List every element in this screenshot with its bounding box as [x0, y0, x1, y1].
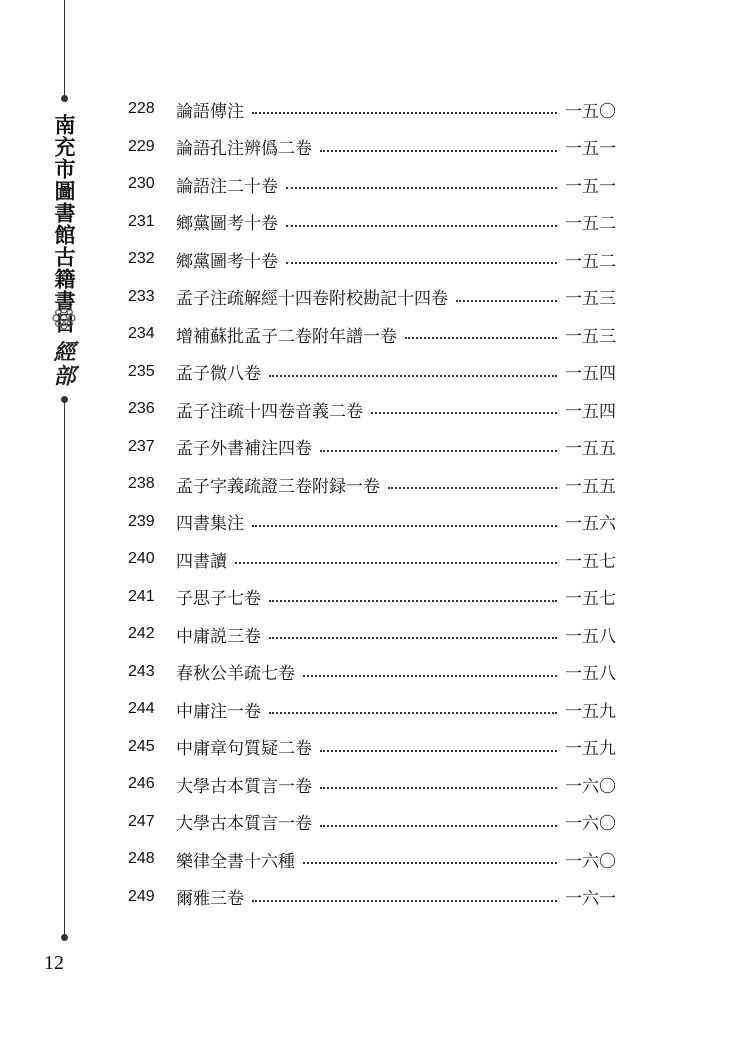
entry-page: 一六一	[565, 889, 616, 909]
entry-title: 鄉黨圖考十卷	[176, 214, 278, 234]
entry-number: 249	[128, 887, 155, 905]
margin-dot	[61, 95, 68, 102]
toc-entry	[128, 168, 616, 200]
entry-page: 一五五	[565, 439, 616, 459]
entry-page: 一五九	[565, 739, 616, 759]
entry-title: 孟子外書補注四卷	[176, 439, 312, 459]
toc-entry	[128, 768, 616, 800]
entry-number: 246	[128, 775, 155, 792]
dot-leader	[286, 185, 557, 189]
entry-title: 子思子七卷	[176, 589, 261, 609]
dot-leader	[286, 223, 557, 227]
entry-page: 一五五	[565, 476, 616, 497]
toc-entry	[128, 543, 616, 575]
entry-page: 一五三	[565, 289, 616, 309]
entry-number: 245	[128, 737, 155, 755]
entry-page: 一六〇	[565, 814, 616, 834]
entry-page: 一五六	[565, 514, 616, 534]
dot-leader	[286, 260, 557, 264]
entry-number: 247	[128, 812, 155, 830]
toc-entry	[128, 506, 616, 538]
entry-number: 235	[128, 362, 155, 380]
entry-title: 孟子注疏解經十四卷附校勘記十四卷	[176, 289, 448, 309]
entry-number: 232	[128, 250, 155, 267]
entry-title: 孟子注疏十四卷音義二卷	[176, 401, 363, 422]
toc-entry	[128, 581, 616, 613]
entry-page: 一五二	[565, 214, 616, 234]
entry-number: 228	[128, 100, 155, 117]
entry-title: 鄉黨圖考十卷	[176, 251, 278, 272]
entry-title: 大學古本質言一卷	[176, 776, 312, 797]
toc-entry	[128, 93, 616, 125]
dot-leader	[371, 410, 557, 414]
entry-page: 一五八	[565, 664, 616, 684]
entry-title: 中庸章句質疑二卷	[176, 739, 312, 759]
margin-dot	[61, 934, 68, 941]
entry-title: 樂律全書十六種	[176, 851, 295, 872]
entry-title: 增補蘇批孟子二卷附年譜一卷	[176, 326, 397, 347]
entry-number: 244	[128, 700, 155, 717]
entry-page: 一五七	[565, 551, 616, 572]
toc-entry	[128, 356, 616, 388]
dot-leader	[235, 560, 557, 564]
toc-entry	[128, 468, 616, 500]
dot-leader	[252, 523, 557, 527]
toc-entry	[128, 431, 616, 463]
entry-page: 一五七	[565, 589, 616, 609]
entry-page: 一五二	[565, 251, 616, 272]
dot-leader	[269, 635, 557, 639]
dot-leader	[456, 298, 557, 302]
toc-entry	[128, 393, 616, 425]
entry-number: 243	[128, 662, 155, 680]
entry-number: 238	[128, 475, 155, 492]
entry-title: 四書集注	[176, 514, 244, 534]
entry-page: 一五〇	[565, 101, 616, 122]
dot-leader	[320, 448, 557, 452]
dot-leader	[320, 148, 557, 152]
toc-entry	[128, 693, 616, 725]
toc-entry	[128, 881, 616, 913]
toc-entry	[128, 618, 616, 650]
dot-leader	[388, 485, 557, 489]
entry-number: 233	[128, 287, 155, 305]
flower-ornament-icon	[50, 304, 78, 332]
toc-entry	[128, 318, 616, 350]
entry-page: 一六〇	[565, 776, 616, 797]
entry-title: 論語傳注	[176, 101, 244, 122]
margin-rule-top	[64, 0, 65, 96]
dot-leader	[269, 598, 557, 602]
dot-leader	[303, 673, 557, 677]
toc-entry	[128, 206, 616, 238]
entry-page: 一五四	[565, 401, 616, 422]
entry-number: 234	[128, 325, 155, 342]
toc-entry	[128, 731, 616, 763]
entry-title: 春秋公羊疏七卷	[176, 664, 295, 684]
entry-page: 一五三	[565, 326, 616, 347]
dot-leader	[320, 748, 557, 752]
entry-title: 大學古本質言一卷	[176, 814, 312, 834]
dot-leader	[269, 373, 557, 377]
entry-number: 229	[128, 137, 155, 155]
entry-number: 239	[128, 512, 155, 530]
toc-entry	[128, 243, 616, 275]
entry-number: 230	[128, 175, 155, 192]
toc-entry	[128, 131, 616, 163]
toc-entry	[128, 843, 616, 875]
entry-number: 241	[128, 587, 155, 605]
entry-title: 論語注二十卷	[176, 176, 278, 197]
entry-title: 中庸説三卷	[176, 626, 261, 647]
dot-leader	[320, 785, 557, 789]
entry-page: 一五八	[565, 626, 616, 647]
entry-number: 237	[128, 437, 155, 455]
dot-leader	[303, 860, 557, 864]
entry-number: 242	[128, 625, 155, 642]
toc-entry	[128, 806, 616, 838]
entry-page: 一五一	[565, 139, 616, 159]
entry-title: 孟子字義疏證三卷附録一卷	[176, 476, 380, 497]
entry-title: 論語孔注辨僞二卷	[176, 139, 312, 159]
entry-number: 240	[128, 550, 155, 567]
dot-leader	[269, 710, 557, 714]
entry-number: 231	[128, 212, 155, 230]
entry-number: 236	[128, 400, 155, 417]
entry-page: 一五四	[565, 364, 616, 384]
entry-title: 中庸注一卷	[176, 701, 261, 722]
section-label: 經部	[50, 340, 76, 388]
entry-page: 一五九	[565, 701, 616, 722]
dot-leader	[252, 898, 557, 902]
entry-title: 爾雅三卷	[176, 889, 244, 909]
page-number: 12	[44, 952, 64, 974]
entry-title: 孟子微八卷	[176, 364, 261, 384]
book-title: 南充市圖書館古籍書目	[52, 114, 77, 334]
entry-page: 一五一	[565, 176, 616, 197]
entry-page: 一六〇	[565, 851, 616, 872]
toc-entry	[128, 281, 616, 313]
entry-title: 四書讀	[176, 551, 227, 572]
dot-leader	[405, 335, 557, 339]
toc-entry	[128, 656, 616, 688]
dot-leader	[252, 110, 557, 114]
dot-leader	[320, 823, 557, 827]
margin-rule-bottom	[64, 400, 65, 936]
entry-number: 248	[128, 850, 155, 867]
